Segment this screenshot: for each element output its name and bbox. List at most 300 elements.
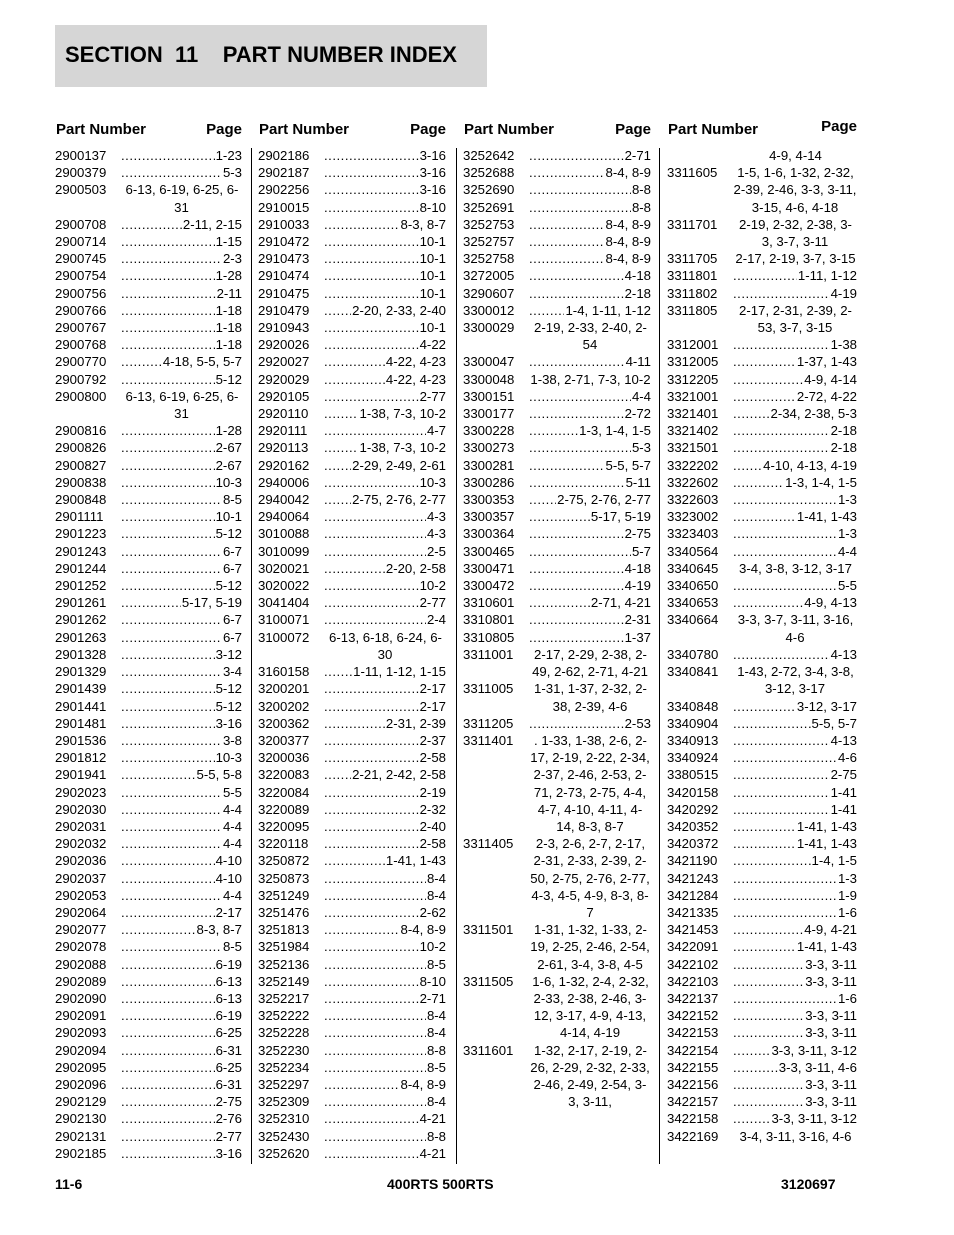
index-entry: [667, 870, 857, 887]
page-reference: [529, 164, 651, 181]
index-entry: [258, 990, 446, 1007]
index-entry: [258, 629, 446, 663]
part-number: 2901536: [55, 732, 107, 748]
index-entry: [258, 336, 446, 353]
dot-leader: [324, 181, 419, 198]
page-list: 1-18: [215, 302, 242, 318]
index-entry: [55, 784, 242, 801]
page-reference: [121, 715, 242, 732]
column-header: [463, 118, 651, 147]
page-reference: [733, 577, 857, 594]
part-number: 2902089: [55, 973, 107, 989]
part-number: 3340913: [667, 732, 719, 748]
page-reference: [733, 784, 857, 801]
index-entry: [258, 594, 446, 611]
index-entry: [463, 732, 651, 835]
part-number: 2900770: [55, 354, 107, 370]
page-list: 4-13: [830, 732, 857, 748]
page-list: 5-5, 5-7: [811, 715, 857, 731]
part-number: 3252228: [258, 1025, 310, 1041]
index-entry: [667, 302, 857, 336]
index-entry: [55, 508, 242, 525]
page-list: 2-40: [419, 818, 446, 834]
page-list: 1-23: [215, 148, 242, 163]
index-entry: [667, 698, 857, 715]
index-entry: [258, 887, 446, 904]
page-reference: [733, 715, 857, 732]
dot-leader: [324, 233, 419, 250]
index-entry: [667, 147, 857, 164]
dot-leader: [324, 1024, 426, 1041]
part-number: 3422153: [667, 1025, 719, 1041]
page-list: 2-19, 2-32, 2-38, 3-3, 3-7, 3-11: [739, 216, 852, 250]
part-number: 2901328: [55, 646, 107, 662]
part-number: 3300177: [463, 406, 515, 422]
index-entry: [258, 852, 446, 869]
index-entry: [463, 164, 651, 181]
page-list: . 1-33, 1-38, 2-6, 2-17, 2-19, 2-22, 2-34, 2-37, 2-46, 2-53, 2-71, 2-73, 2-75, 4-4, 4-7, 4-10, 4-11, 4-14, 8-3, 8-7: [530, 732, 650, 834]
part-number: 2900754: [55, 268, 107, 284]
part-number: [667, 147, 733, 164]
page-list: 4-4: [222, 887, 242, 903]
page-reference: [529, 560, 651, 577]
part-number: 2902096: [55, 1076, 107, 1092]
dot-leader: [733, 371, 803, 388]
index-entry: [55, 680, 242, 697]
page-reference: [121, 732, 242, 749]
index-entry: [55, 422, 242, 439]
dot-leader: [121, 525, 215, 542]
part-number: 2901262: [55, 612, 107, 628]
page-list: 2-4: [426, 612, 446, 628]
dot-leader: [529, 250, 605, 267]
page-list: 6-7: [222, 612, 242, 628]
page-list: 1-11, 1-12, 1-15: [353, 664, 446, 680]
index-entry: [258, 1093, 446, 1110]
page-reference: [529, 543, 651, 560]
dot-leader: [121, 784, 222, 801]
page-list: 4-10: [215, 870, 242, 886]
index-entry: [667, 766, 857, 783]
part-number: 2910015: [258, 199, 310, 215]
page-list: 5-5: [222, 784, 242, 800]
page-list: 10-1: [419, 234, 446, 250]
dot-leader: [733, 405, 769, 422]
page-list: 8-10: [419, 973, 446, 989]
page-list: 2-58: [419, 750, 446, 766]
dot-leader: [324, 250, 419, 267]
dot-leader: [733, 353, 796, 370]
part-number: 2901481: [55, 715, 107, 731]
page-reference: [529, 233, 651, 250]
index-entry: [258, 577, 446, 594]
page-reference: [324, 835, 446, 852]
part-number: 3020021: [258, 560, 310, 576]
dot-leader: [324, 388, 419, 405]
part-number: 2902093: [55, 1025, 107, 1041]
page-list: 2-11, 2-15: [182, 216, 242, 232]
page-list: 2-31: [624, 612, 651, 628]
dot-leader: [121, 302, 215, 319]
page-reference: [121, 1076, 242, 1093]
dot-leader: [324, 990, 419, 1007]
index-entry: [667, 732, 857, 749]
page-reference: [324, 1059, 446, 1076]
page-reference: [529, 835, 651, 921]
part-number: 3422156: [667, 1076, 719, 1092]
page-list: 1-31, 1-32, 1-33, 2-19, 2-25, 2-46, 2-54, 2-61, 3-4, 3-8, 4-5: [530, 922, 650, 972]
page-reference: [733, 956, 857, 973]
part-number-header: Part Number: [464, 121, 555, 138]
dot-leader: [121, 921, 196, 938]
page-list: 2-76: [215, 1111, 242, 1127]
dot-leader: [121, 319, 215, 336]
dot-leader: [121, 164, 222, 181]
page-list: 2-67: [215, 440, 242, 456]
dot-leader: [733, 594, 803, 611]
part-number: 3252688: [463, 165, 515, 181]
part-number: 3252690: [463, 182, 515, 198]
dot-leader: [121, 285, 216, 302]
dot-leader: [529, 216, 605, 233]
index-entry: [463, 285, 651, 302]
dot-leader: [733, 1076, 804, 1093]
part-number: 3311001: [463, 646, 514, 662]
dot-leader: [733, 1093, 804, 1110]
page-reference: [121, 491, 242, 508]
page-reference: [121, 1145, 242, 1162]
page-list: 2-29, 2-49, 2-61: [352, 457, 446, 473]
part-number: 3300364: [463, 526, 515, 542]
page-list: 1-4, 1-11, 1-12: [565, 302, 651, 318]
dot-leader: [121, 973, 215, 990]
part-number: 3020022: [258, 578, 310, 594]
dot-leader: [324, 680, 419, 697]
part-number: 3311005: [463, 681, 514, 697]
page-header: Page: [410, 121, 446, 138]
part-number: 3300471: [463, 560, 515, 576]
dot-leader: [324, 887, 426, 904]
page-list: 2-71: [624, 148, 651, 163]
page-reference: [324, 302, 446, 319]
page-reference: [121, 956, 242, 973]
page-reference: [529, 353, 651, 370]
index-entry: [258, 199, 446, 216]
dot-leader: [733, 1059, 778, 1076]
page-reference: [733, 611, 857, 645]
part-number: 3252753: [463, 216, 515, 232]
index-entry: [463, 388, 651, 405]
page-reference: [324, 457, 446, 474]
part-number: 2902032: [55, 836, 107, 852]
dot-leader: [121, 336, 215, 353]
part-number: 2910472: [258, 234, 310, 250]
part-number: 3300465: [463, 543, 515, 559]
part-number: 3421190: [667, 853, 718, 869]
page-reference: [529, 250, 651, 267]
page-reference: [324, 439, 446, 456]
index-entry: [55, 560, 242, 577]
part-number: 3312205: [667, 371, 719, 387]
dot-leader: [733, 285, 830, 302]
dot-leader: [121, 1024, 215, 1041]
index-entry: [258, 749, 446, 766]
dot-leader: [324, 784, 419, 801]
index-entry: [667, 646, 857, 663]
index-entry: [667, 663, 857, 697]
part-number: 3311501: [463, 922, 514, 938]
index-entry: [258, 267, 446, 284]
page-list: 3-16: [419, 182, 446, 198]
dot-leader: [121, 1076, 215, 1093]
index-entry: [258, 732, 446, 749]
part-number: 2900792: [55, 371, 107, 387]
dot-leader: [121, 629, 222, 646]
page-reference: [121, 938, 242, 955]
dot-leader: [529, 302, 564, 319]
index-entry: [55, 491, 242, 508]
page-reference: [733, 422, 857, 439]
part-number: 2902185: [55, 1145, 107, 1161]
index-entry: [55, 371, 242, 388]
page-list: 4-21: [419, 1111, 446, 1127]
page-reference: [121, 973, 242, 990]
page-reference: [324, 388, 446, 405]
part-number: 2902036: [55, 853, 107, 869]
part-number: 2900827: [55, 457, 107, 473]
dot-leader: [529, 233, 605, 250]
page-list: 1-37: [624, 629, 651, 645]
page-list: 3-3, 3-11, 3-12: [771, 1111, 857, 1127]
page-reference: [529, 1042, 651, 1111]
dot-leader: [733, 1007, 804, 1024]
part-number: 3421243: [667, 870, 719, 886]
dot-leader: [121, 267, 215, 284]
part-number: 3252297: [258, 1076, 310, 1092]
part-number: 2902064: [55, 904, 107, 920]
dot-leader: [529, 422, 578, 439]
page-list: 2-17: [215, 904, 242, 920]
part-number: 2940006: [258, 474, 310, 490]
page-reference: [324, 938, 446, 955]
index-entry: [667, 216, 857, 250]
dot-leader: [324, 491, 351, 508]
dot-leader: [733, 508, 796, 525]
page-list: 3-16: [419, 165, 446, 181]
page-list: 1-4, 1-5: [811, 853, 857, 869]
page-reference: [324, 990, 446, 1007]
part-number: 2902129: [55, 1094, 107, 1110]
part-number: 3340848: [667, 698, 719, 714]
page-list: 8-5: [426, 956, 446, 972]
index-entry: [667, 439, 857, 456]
part-number: 3300472: [463, 578, 515, 594]
page-reference: [121, 1042, 242, 1059]
page-reference: [324, 749, 446, 766]
index-entry: [463, 319, 651, 353]
dot-leader: [733, 904, 837, 921]
part-number: 2910033: [258, 216, 310, 232]
part-number: 3321401: [667, 406, 719, 422]
dot-leader: [529, 474, 625, 491]
page-reference: [324, 250, 446, 267]
dot-leader: [324, 1042, 426, 1059]
dot-leader: [121, 1093, 215, 1110]
index-entry: [55, 1076, 242, 1093]
part-number: 2902094: [55, 1042, 107, 1058]
page-list: 4-18: [624, 268, 651, 284]
part-number: 2900816: [55, 423, 107, 439]
page-list: 8-4, 8-9: [400, 1076, 446, 1092]
page-reference: [121, 302, 242, 319]
page-list: 2-18: [830, 440, 857, 456]
dot-leader: [529, 577, 624, 594]
page-reference: [121, 147, 242, 164]
dot-leader: [121, 990, 215, 1007]
dot-leader: [121, 818, 222, 835]
dot-leader: [529, 199, 631, 216]
page-reference: [324, 611, 446, 628]
dot-leader: [529, 285, 624, 302]
page-list: 8-4: [426, 1008, 446, 1024]
page-list: 1-18: [215, 320, 242, 336]
page-list: 1-6: [837, 904, 857, 920]
column-divider: [251, 148, 252, 1164]
page-reference: [733, 1128, 857, 1145]
page-reference: [733, 302, 857, 336]
dot-leader: [121, 422, 215, 439]
index-entry: [258, 319, 446, 336]
dot-leader: [529, 560, 624, 577]
page-list: 4-6: [837, 750, 857, 766]
page-list: 10-3: [419, 474, 446, 490]
page-reference: [529, 594, 651, 611]
dot-leader: [121, 457, 215, 474]
page-reference: [733, 1110, 857, 1127]
page-list: 6-13: [215, 973, 242, 989]
page-reference: [121, 698, 242, 715]
index-entry: [463, 250, 651, 267]
dot-leader: [733, 766, 830, 783]
index-entry: [463, 302, 651, 319]
dot-leader: [324, 1007, 426, 1024]
page-list: 4-19: [624, 578, 651, 594]
dot-leader: [324, 921, 400, 938]
page-list: 2-20, 2-58: [385, 560, 446, 576]
part-number: 3312001: [667, 337, 719, 353]
index-entry: [55, 302, 242, 319]
page-list: 3-4, 3-8, 3-12, 3-17: [739, 560, 852, 576]
dot-leader: [324, 698, 419, 715]
page-list: 2-62: [419, 904, 446, 920]
index-entry: [258, 439, 446, 456]
dot-leader: [529, 405, 624, 422]
page-reference: [733, 1007, 857, 1024]
page-list: 6-31: [215, 1076, 242, 1092]
part-number-header: Part Number: [259, 121, 350, 138]
dot-leader: [324, 543, 426, 560]
dot-leader: [733, 491, 837, 508]
index-entry: [463, 577, 651, 594]
part-number: 2900848: [55, 492, 107, 508]
index-entry: [667, 594, 857, 611]
index-entry: [258, 801, 446, 818]
part-number: 3323002: [667, 509, 719, 525]
part-number: 2910943: [258, 320, 310, 336]
part-number: 3300353: [463, 492, 515, 508]
page-reference: [324, 715, 446, 732]
page-reference: [733, 439, 857, 456]
index-entry: [258, 766, 446, 783]
part-number: 3420352: [667, 818, 719, 834]
index-entry: [258, 1059, 446, 1076]
index-entry: [667, 353, 857, 370]
dot-leader: [121, 543, 222, 560]
page-reference: [324, 1042, 446, 1059]
dot-leader: [324, 594, 419, 611]
page-reference: [324, 1024, 446, 1041]
page-list: 4-10, 4-13, 4-19: [763, 457, 857, 473]
index-entry: [667, 250, 857, 267]
dot-leader: [733, 267, 797, 284]
part-number: 2901441: [55, 698, 107, 714]
part-number: 2902256: [258, 182, 310, 198]
dot-leader: [324, 285, 419, 302]
part-number: 2901941: [55, 767, 107, 783]
page-list: 4-3: [426, 509, 446, 525]
index-entry: [463, 680, 651, 714]
part-number: 3340780: [667, 646, 719, 662]
dot-leader: [324, 1093, 426, 1110]
page-reference: [121, 990, 242, 1007]
page-list: 2-53: [624, 715, 651, 731]
dot-leader: [324, 818, 419, 835]
part-number: 3311605: [667, 165, 718, 181]
index-entry: [258, 233, 446, 250]
page-list: 5-12: [215, 698, 242, 714]
part-number: 3340650: [667, 578, 719, 594]
page-reference: [529, 181, 651, 198]
dot-leader: [324, 904, 419, 921]
entry-list: [667, 147, 857, 1145]
index-entry: [667, 1007, 857, 1024]
index-entry: [258, 870, 446, 887]
page-list: 1-43, 2-72, 3-4, 3-8, 3-12, 3-17: [737, 664, 854, 697]
index-entry: [55, 1007, 242, 1024]
page-reference: [121, 818, 242, 835]
part-number: 2902186: [258, 148, 310, 163]
page-header: Page: [206, 121, 242, 138]
index-entry: [55, 698, 242, 715]
page-reference: [121, 594, 242, 611]
index-entry: [667, 164, 857, 216]
part-number: 3422155: [667, 1059, 719, 1075]
page-list: 2-18: [830, 423, 857, 439]
index-entry: [258, 147, 446, 164]
dot-leader: [324, 852, 385, 869]
index-entry: [55, 663, 242, 680]
index-entry: [258, 250, 446, 267]
dot-leader: [324, 560, 385, 577]
part-number: 2902187: [258, 165, 310, 181]
part-number: 2920162: [258, 457, 310, 473]
page-list: 6-31: [215, 1042, 242, 1058]
page-list: 3-3, 3-11: [805, 1025, 857, 1041]
dot-leader: [733, 749, 837, 766]
index-entry: [55, 835, 242, 852]
page-list: 6-25: [215, 1059, 242, 1075]
index-entry: [667, 921, 857, 938]
